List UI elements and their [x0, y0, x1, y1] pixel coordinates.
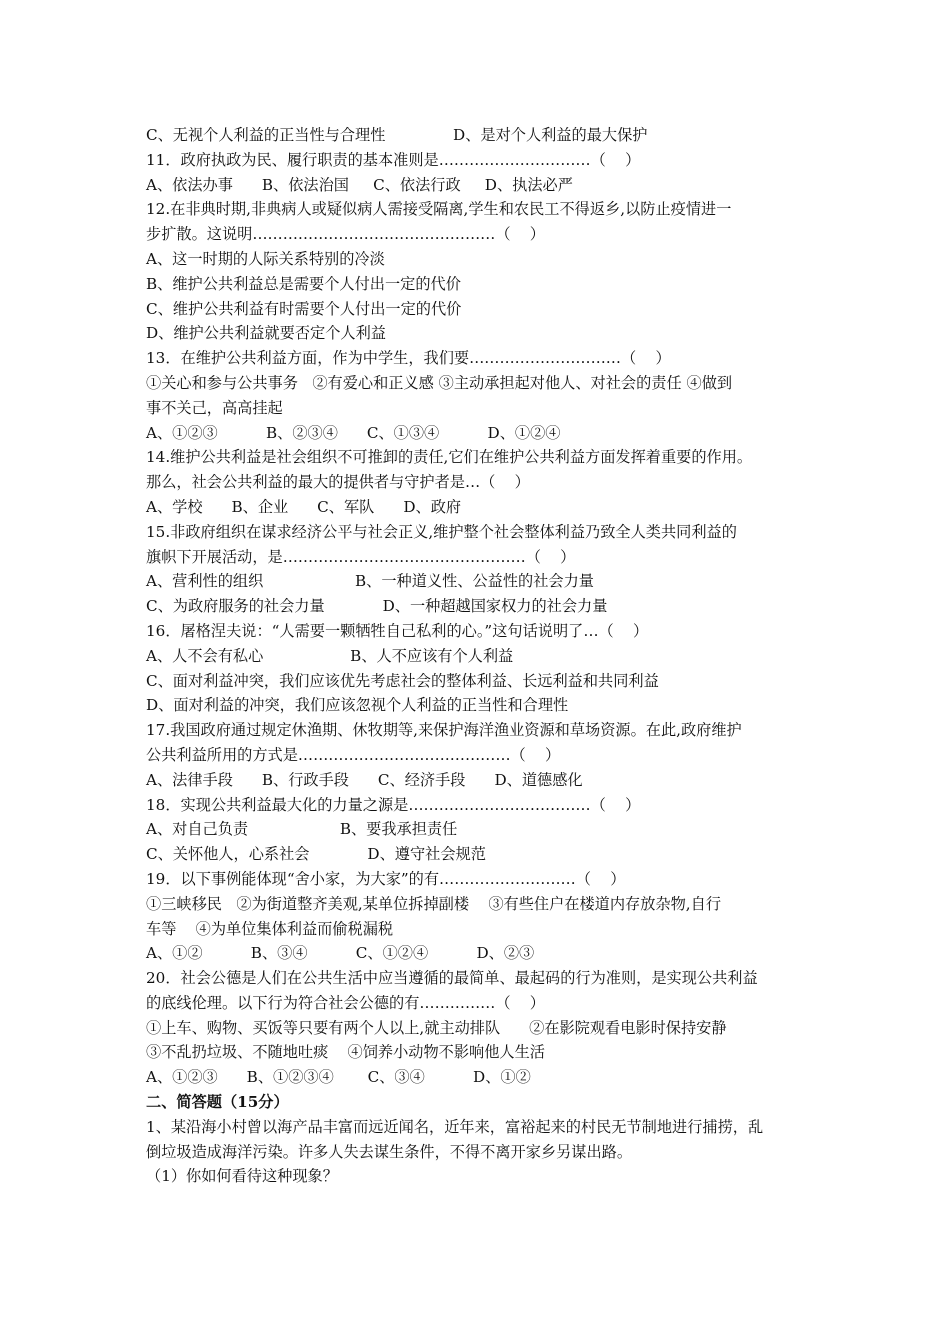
question-17-cont: 公共利益所用的方式是……………………………………（ ） [146, 745, 561, 764]
option-12-c: C、维护公共利益有时需要个人付出一定的代价 [146, 299, 462, 318]
exam-content [146, 123, 836, 1189]
options-19: A、①② B、③④ C、①②④ D、②③ [146, 944, 535, 963]
question-19-items-cont: 车等 ④为单位集体利益而偷税漏税 [146, 919, 394, 938]
question-19-items: ①三峡移民 ②为街道整齐美观,某单位拆掉副楼 ③有些住户在楼道内存放杂物,自行 [146, 894, 722, 913]
question-19: 19．以下事例能体现“舍小家，为大家”的有………………………（ ） [146, 869, 626, 888]
options-15-ab: A、营利性的组织 B、一种道义性、公益性的社会力量 [146, 572, 594, 591]
question-15-cont: 旗帜下开展活动，是…………………………………………（ ） [146, 547, 576, 566]
question-12-cont: 步扩散。这说明…………………………………………（ ） [146, 225, 545, 244]
question-20-cont: 的底线伦理。以下行为符合社会公德的有……………（ ） [146, 993, 545, 1012]
question-16: 16．屠格涅夫说：“人需要一颗牺牲自己私利的心。”这句话说明了…（ ） [146, 621, 649, 640]
short-answer-1-cont: 倒垃圾造成海洋污染。许多人失去谋生条件，不得不离开家乡另谋出路。 [146, 1142, 632, 1161]
question-17: 17.我国政府通过规定休渔期、休牧期等,来保护海洋渔业资源和草场资源。在此,政府维护 [146, 721, 742, 740]
options-14: A、学校 B、企业 C、军队 D、政府 [146, 497, 462, 516]
question-11: 11．政府执政为民、履行职责的基本准则是…………………………（ ） [146, 150, 641, 169]
option-16-d: D、面对利益的冲突，我们应该忽视个人利益的正当性和合理性 [146, 696, 569, 715]
options-11: A、依法办事 B、依法治国 C、依法行政 D、执法必严 [146, 175, 573, 194]
option-16-c: C、面对利益冲突，我们应该优先考虑社会的整体利益、长远利益和共同利益 [146, 671, 659, 690]
short-answer-1-subquestion: （1）你如何看待这种现象？ [146, 1167, 338, 1186]
question-13-items: ①关心和参与公共事务 ②有爱心和正义感 ③主动承担起对他人、对社会的责任 ④做到 [146, 373, 733, 392]
options-18-ab: A、对自己负责 B、要我承担责任 [146, 820, 458, 839]
question-20: 20．社会公德是人们在公共生活中应当遵循的最简单、最起码的行为准则，是实现公共利益 [146, 969, 758, 988]
question-13: 13．在维护公共利益方面，作为中学生，我们要…………………………（ ） [146, 349, 671, 368]
options-15-cd: C、为政府服务的社会力量 D、一种超越国家权力的社会力量 [146, 597, 608, 616]
question-12: 12.在非典时期,非典病人或疑似病人需接受隔离,学生和农民工不得返乡,以防止疫情进一 [146, 200, 732, 219]
question-15: 15.非政府组织在谋求经济公平与社会正义,维护整个社会整体利益乃致全人类共同利益的 [146, 522, 737, 541]
question-18: 18．实现公共利益最大化的力量之源是………………………………（ ） [146, 795, 641, 814]
options-20: A、①②③ B、①②③④ C、③④ D、①② [146, 1068, 531, 1087]
short-answer-1: 1、某沿海小村曾以海产品丰富而远近闻名，近年来，富裕起来的村民无节制地进行捕捞，乱 [146, 1117, 764, 1136]
question-14: 14.维护公共利益是社会组织不可推卸的责任,它们在维护公共利益方面发挥着重要的作用。 [146, 448, 753, 467]
option-12-d: D、维护公共利益就要否定个人利益 [146, 324, 386, 343]
option-12-a: A、这一时期的人际关系特别的冷淡 [146, 249, 385, 268]
options-13: A、①②③ B、②③④ C、①③④ D、①②④ [146, 423, 561, 442]
question-20-items-cont: ③不乱扔垃圾、不随地吐痰 ④饲养小动物不影响他人生活 [146, 1043, 545, 1062]
section-title-short-answer: 二、简答题（15分） [146, 1093, 289, 1112]
question-14-cont: 那么，社会公共利益的最大的提供者与守护者是…（ ） [146, 473, 530, 492]
option-12-b: B、维护公共利益总是需要个人付出一定的代价 [146, 274, 461, 293]
option-line: C、无视个人利益的正当性与合理性 D、是对个人利益的最大保护 [146, 126, 648, 144]
question-13-items-cont: 事不关己，高高挂起 [146, 398, 283, 417]
options-16-ab: A、人不会有私心 B、人不应该有个人利益 [146, 646, 514, 665]
options-17: A、法律手段 B、行政手段 C、经济手段 D、道德感化 [146, 770, 583, 789]
options-18-cd: C、关怀他人，心系社会 D、遵守社会规范 [146, 845, 486, 864]
question-20-items: ①上车、购物、买饭等只要有两个人以上,就主动排队 ②在影院观看电影时保持安静 [146, 1018, 727, 1037]
